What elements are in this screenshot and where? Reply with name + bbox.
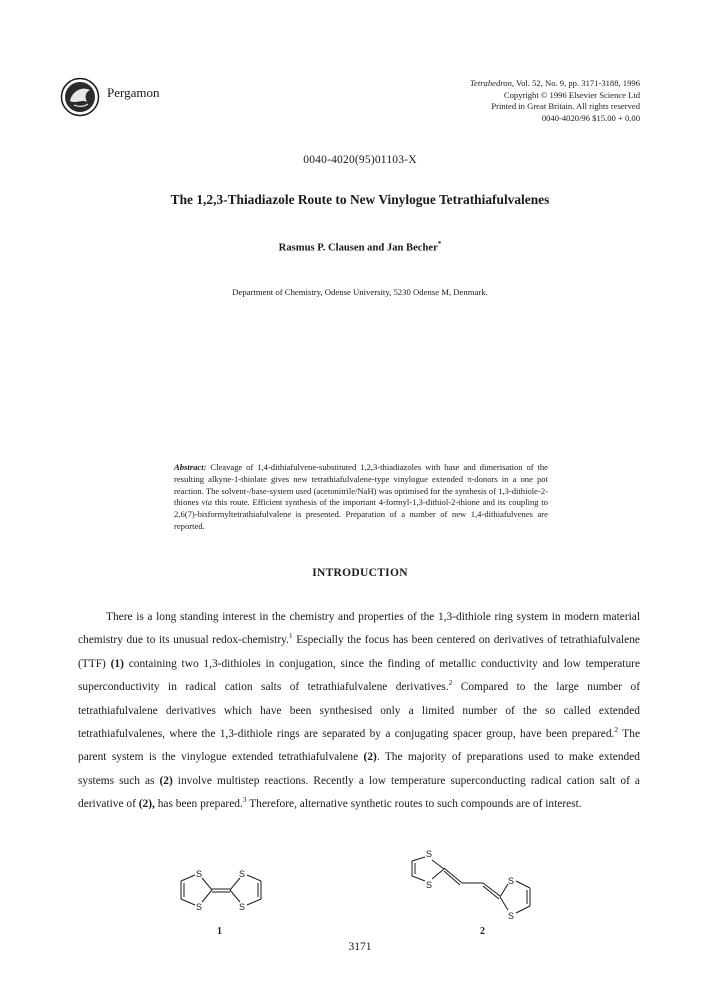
journal-line: Tetrahedron, Vol. 52, No. 9, pp. 3171-3188, 1996 [470, 78, 640, 88]
corresponding-author-mark: * [437, 240, 442, 248]
sulfur-atom-label: S [239, 869, 246, 879]
paper-title: The 1,2,3-Thiadiazole Route to New Vinylogue Tetrathiafulvalenes [170, 192, 550, 207]
sulfur-atom-label: S [196, 902, 203, 912]
compound-1-label: 1 [217, 926, 222, 936]
publisher-name: Pergamon [107, 85, 160, 100]
abstract: Abstract: Cleavage of 1,4-dithiafulvene-substituted 1,2,3-thiadiazoles with base and dimerisation of the resulting alkyne-1-thiolate gives new tetrathiafulvalene-type vinylogue extended π-donors in a one pot reaction. The solvent-/base-system used (acetonitrile/NaH) was optimised for the synthesis of 1,3-dithiole-2-thiones via this route. Efficient synthesis of the important 4-formyl-1,3-dithiol-2-thione and its coupling to 2,6(7)-bisformyltetrathiafulvalene is presented. Preparation of a number of new 1,4-dithiafulvenes are reported. [174, 462, 548, 531]
abstract-label: Abstract: [174, 462, 207, 472]
reference-1: 1 [288, 631, 293, 641]
introduction-paragraph: There is a long standing interest in the chemistry and properties of the 1,3-dithiole ring system in modern material chemistry due to its unusual redox-chemistry.$^1$ Especially the focus has been centered on derivatives of tetrathiafulvalene (TTF) (1) containing two 1,3-dithioles in conjugation, since the finding of metallic conductivity and low temperature superconductivity in radical cation salts of tetrathiafulvalene derivatives.$^2$ Compared to the large number of tetrathiafulvalene derivatives which have been synthesised only a limited number of the so called extended tetrathiafulvalenes, where the 1,3-dithiole rings are separated by a conjugating spacer group, have been prepared.$^2$ The parent system is the vinylogue extended tetrathiafulvalene (2). The majority of preparations used to make extended systems such as (2) involve multistep reactions. Recently a low temperature superconducting radical cation salt of a derivative of (2), has been prepared.$^3$ Therefore, alternative synthetic routes to such compounds are of interest. [78, 611, 641, 811]
sulfur-atom-label: S [426, 880, 433, 890]
affiliation: Department of Chemistry, Odense University, 5230 Odense M, Denmark. [232, 287, 488, 297]
issn-price-line: 0040-4020/96 $15.00 + 0.00 [541, 112, 640, 123]
article-identifier: 0040-4020(95)01103-X [303, 154, 417, 166]
structure-1-ttf [181, 875, 261, 905]
sulfur-atom-label: S [239, 902, 246, 912]
compound-2-label: 2 [480, 926, 485, 936]
author-list: Rasmus P. Clausen and Jan Becher* [278, 240, 442, 254]
journal-citation [340, 78, 640, 124]
reference-3: 3 [242, 795, 247, 805]
pergamon-logo-icon [60, 77, 100, 117]
section-heading-introduction: INTRODUCTION [312, 567, 408, 579]
copyright-line: Copyright © 1996 Elsevier Science Ltd [503, 89, 640, 100]
sulfur-atom-label: S [426, 849, 433, 859]
rights-line: Printed in Great Britain. All rights reserved [491, 101, 640, 112]
sulfur-atom-label: S [508, 876, 515, 886]
sulfur-atom-label: S [196, 869, 203, 879]
reference-2: 2 [614, 725, 619, 735]
sulfur-atom-label: S [508, 911, 515, 921]
page-number: 3171 [348, 941, 372, 953]
chemical-structures-figure [150, 846, 570, 936]
reference-2: 2 [448, 678, 453, 688]
